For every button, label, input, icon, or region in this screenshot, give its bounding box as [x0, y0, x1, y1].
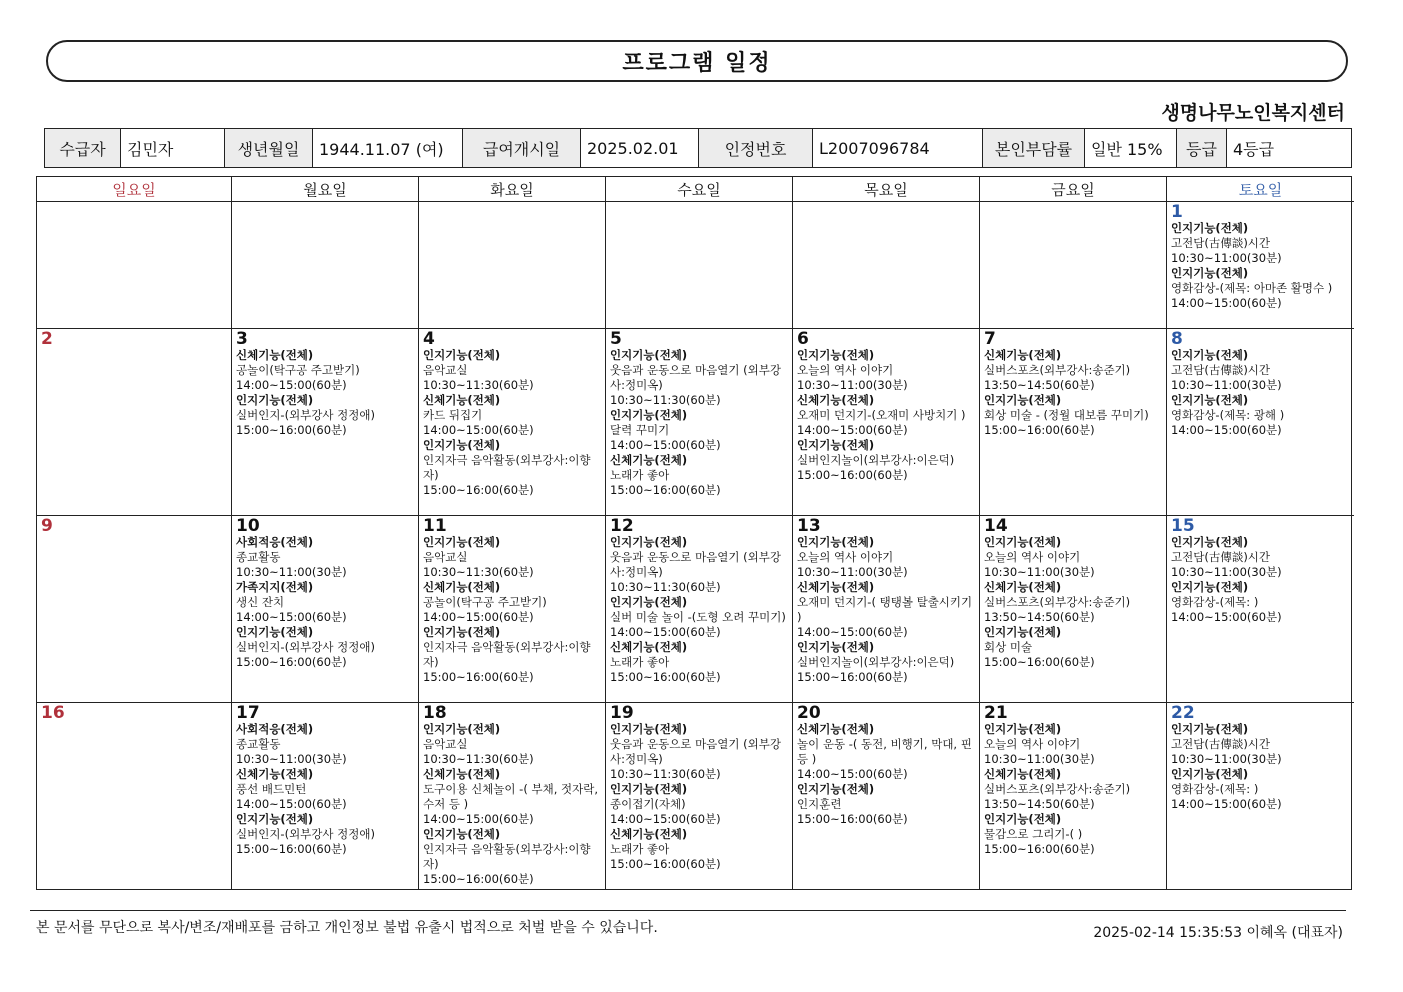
activity-entry: [797, 348, 975, 393]
activity-entry: [797, 393, 975, 438]
activity-program: 오늘의 역사 이야기: [797, 363, 894, 377]
activity-entry: [1171, 580, 1350, 625]
activity-entry: [610, 722, 788, 782]
calendar-day-cell: [419, 202, 606, 329]
activity-entry: [610, 453, 788, 498]
calendar-day-cell: [1167, 703, 1354, 889]
activity-program: 오재미 던지기-( 탱탱볼 탈출시키기 ): [797, 595, 973, 624]
activity-entry: [236, 767, 414, 812]
day-number: 10: [236, 516, 260, 536]
calendar-day-cell: [419, 703, 606, 889]
activity-program: 고전담(古傳談)시간: [1171, 236, 1271, 250]
activity-program: 웃음과 운동으로 마음열기 (외부강사:정미옥): [610, 363, 781, 392]
activity-time: 15:00~16:00(60분): [236, 842, 347, 856]
calendar-day-cell: [419, 329, 606, 516]
calendar-day-cell: [37, 202, 232, 329]
grade-value: 4등급: [1233, 139, 1275, 159]
activity-category: 사회적응(전체): [236, 722, 314, 736]
activity-category: 인지기능(전체): [610, 722, 688, 736]
activity-category: 인지기능(전체): [984, 812, 1062, 826]
footer-notice: 본 문서를 무단으로 복사/변조/재배포를 금하고 개인정보 불법 유출시 법적으로 처벌 받을 수 있습니다.: [36, 920, 658, 936]
activity-time: 14:00~15:00(60분): [423, 423, 534, 437]
activity-program: 실버스포츠(외부강사:송준기): [984, 363, 1131, 377]
activity-category: 인지기능(전체): [1171, 535, 1249, 549]
activity-entry: [236, 722, 414, 767]
copay-rate-value: 일반 15%: [1085, 129, 1177, 167]
activity-entry: [610, 348, 788, 408]
activity-program: 노래가 좋아: [610, 468, 670, 482]
calendar-day-cell: [606, 202, 793, 329]
weekday-header: 목요일: [793, 177, 980, 202]
calendar-day-cell: [793, 516, 980, 703]
calendar-day-cell: [232, 329, 419, 516]
day-number: 21: [984, 703, 1008, 723]
day-number: 14: [984, 516, 1008, 536]
day-number: 22: [1171, 703, 1195, 723]
activity-entry: [423, 580, 601, 625]
activity-program: 음악교실: [423, 363, 468, 377]
calendar-day-cell: [980, 516, 1167, 703]
activity-time: 10:30~11:30(60분): [610, 767, 721, 781]
start-date-label: 급여개시일: [463, 129, 581, 167]
activity-time: 15:00~16:00(60분): [984, 423, 1095, 437]
birthdate-value: 1944.11.07 (여): [313, 129, 463, 167]
activity-time: 15:00~16:00(60분): [984, 842, 1095, 856]
activity-program: 달력 꾸미기: [610, 423, 670, 437]
calendar-day-cell: [37, 329, 232, 516]
activity-program: 인지자극 음악활동(외부강사:이향자): [423, 640, 591, 669]
activity-time: 10:30~11:30(60분): [423, 378, 534, 392]
activity-program: 노래가 좋아: [610, 655, 670, 669]
activity-time: 14:00~15:00(60분): [236, 610, 347, 624]
activity-program: 고전담(古傳談)시간: [1171, 737, 1271, 751]
day-number: 4: [423, 329, 435, 349]
activity-category: 인지기능(전체): [236, 812, 314, 826]
recipient-info-table: [44, 128, 1352, 168]
activity-time: 10:30~11:00(30분): [236, 565, 347, 579]
footer-divider: [30, 910, 1346, 911]
activity-category: 인지기능(전체): [423, 625, 501, 639]
activity-program: 실버인지-(외부강사 정정애): [236, 827, 375, 841]
day-number: 5: [610, 329, 622, 349]
activity-entry: [1171, 348, 1350, 393]
center-name: 생명나무노인복지센터: [1161, 102, 1345, 124]
activity-time: 14:00~15:00(60분): [797, 767, 908, 781]
calendar-day-cell: [980, 703, 1167, 889]
activity-time: 15:00~16:00(60분): [423, 483, 534, 497]
activity-time: 14:00~15:00(60분): [1171, 797, 1282, 811]
recipient-label: 수급자: [45, 129, 121, 167]
activity-program: 영화감상-(제목: 아마존 활명수 ): [1171, 281, 1333, 295]
activity-time: 10:30~11:00(30분): [797, 378, 908, 392]
calendar-day-cell: [37, 516, 232, 703]
activity-entry: [984, 535, 1162, 580]
activity-time: 13:50~14:50(60분): [984, 797, 1095, 811]
day-number: 8: [1171, 329, 1183, 349]
activity-program: 종교활동: [236, 550, 281, 564]
activity-program: 영화감상-(제목: 광해 ): [1171, 408, 1285, 422]
activity-entry: [423, 348, 601, 393]
grade-label: 등급: [1177, 129, 1227, 167]
activity-time: 10:30~11:00(30분): [236, 752, 347, 766]
calendar-day-cell: [980, 202, 1167, 329]
activity-category: 인지기능(전체): [610, 782, 688, 796]
activity-category: 가족지지(전체): [236, 580, 314, 594]
activity-program: 놀이 운동 -( 동전, 비행기, 막대, 핀 등 ): [797, 737, 972, 766]
activity-entry: [236, 625, 414, 670]
activity-time: 15:00~16:00(60분): [236, 655, 347, 669]
activity-entry: [423, 625, 601, 685]
activity-category: 신체기능(전체): [610, 827, 688, 841]
activity-category: 신체기능(전체): [236, 767, 314, 781]
activity-category: 신체기능(전체): [797, 393, 875, 407]
activity-category: 인지기능(전체): [423, 827, 501, 841]
start-date-value: 2025.02.01: [581, 129, 699, 167]
weekday-header: 금요일: [980, 177, 1167, 202]
calendar-grid: [36, 176, 1352, 890]
activity-time: 10:30~11:00(30분): [797, 565, 908, 579]
activity-entry: [236, 580, 414, 625]
activity-entry: [423, 438, 601, 498]
activity-entry: [1171, 535, 1350, 580]
activity-time: 10:30~11:00(30분): [1171, 251, 1282, 265]
activity-entry: [610, 827, 788, 872]
activity-time: 14:00~15:00(60분): [797, 423, 908, 437]
activity-category: 인지기능(전체): [1171, 221, 1249, 235]
activity-program: 인지자극 음악활동(외부강사:이향자): [423, 453, 591, 482]
day-number: 11: [423, 516, 447, 536]
activity-entry: [236, 348, 414, 393]
activity-time: 15:00~16:00(60분): [236, 423, 347, 437]
activity-category: 신체기능(전체): [610, 640, 688, 654]
activity-program: 영화감상-(제목: ): [1171, 782, 1259, 796]
page-title: 프로그램 일정: [622, 50, 772, 76]
activity-category: 인지기능(전체): [236, 393, 314, 407]
activity-program: 오늘의 역사 이야기: [984, 550, 1081, 564]
day-number: 1: [1171, 202, 1183, 222]
activity-program: 회상 미술 - (정월 대보름 꾸미기): [984, 408, 1149, 422]
activity-entry: [610, 595, 788, 640]
activity-category: 신체기능(전체): [984, 580, 1062, 594]
copay-rate-label: 본인부담률: [983, 129, 1085, 167]
activity-program: 물감으로 그리기-( ): [984, 827, 1083, 841]
day-number: 19: [610, 703, 634, 723]
activity-program: 오늘의 역사 이야기: [984, 737, 1081, 751]
calendar-day-cell: [232, 202, 419, 329]
activity-time: 10:30~11:30(60분): [423, 565, 534, 579]
activity-time: 15:00~16:00(60분): [797, 468, 908, 482]
activity-entry: [797, 782, 975, 827]
activity-category: 인지기능(전체): [236, 625, 314, 639]
weekday-header: 일요일: [37, 177, 232, 202]
activity-category: 인지기능(전체): [797, 438, 875, 452]
activity-category: 인지기능(전체): [1171, 767, 1249, 781]
calendar-day-cell: [419, 516, 606, 703]
calendar-day-cell: [793, 202, 980, 329]
activity-category: 신체기능(전체): [984, 348, 1062, 362]
activity-entry: [984, 722, 1162, 767]
activity-program: 공놀이(탁구공 주고받기): [423, 595, 547, 609]
activity-category: 인지기능(전체): [423, 722, 501, 736]
activity-category: 신체기능(전체): [797, 722, 875, 736]
weekday-header: 토요일: [1167, 177, 1354, 202]
weekday-header: 화요일: [419, 177, 606, 202]
title-box: [46, 40, 1348, 82]
activity-time: 15:00~16:00(60분): [797, 670, 908, 684]
activity-entry: [797, 722, 975, 782]
activity-category: 인지기능(전체): [1171, 580, 1249, 594]
activity-time: 14:00~15:00(60분): [1171, 423, 1282, 437]
activity-entry: [797, 535, 975, 580]
activity-program: 회상 미술: [984, 640, 1033, 654]
activity-entry: [1171, 722, 1350, 767]
activity-time: 10:30~11:30(60분): [423, 752, 534, 766]
calendar-day-cell: [1167, 202, 1354, 329]
activity-category: 인지기능(전체): [1171, 393, 1249, 407]
activity-time: 10:30~11:00(30분): [1171, 752, 1282, 766]
calendar-day-cell: [793, 329, 980, 516]
activity-category: 신체기능(전체): [797, 580, 875, 594]
activity-program: 카드 뒤집기: [423, 408, 483, 422]
calendar-day-cell: [1167, 516, 1354, 703]
activity-program: 음악교실: [423, 737, 468, 751]
activity-time: 10:30~11:00(30분): [1171, 565, 1282, 579]
activity-program: 생신 잔치: [236, 595, 285, 609]
activity-program: 노래가 좋아: [610, 842, 670, 856]
activity-category: 인지기능(전체): [797, 535, 875, 549]
activity-category: 인지기능(전체): [797, 348, 875, 362]
activity-category: 인지기능(전체): [984, 722, 1062, 736]
day-number: 9: [41, 516, 53, 536]
activity-entry: [1171, 393, 1350, 438]
activity-entry: [984, 580, 1162, 625]
activity-program: 오재미 던지기-(오재미 사방치기 ): [797, 408, 966, 422]
activity-time: 14:00~15:00(60분): [1171, 610, 1282, 624]
activity-category: 인지기능(전체): [1171, 266, 1249, 280]
activity-time: 15:00~16:00(60분): [423, 670, 534, 684]
calendar-day-cell: [37, 703, 232, 889]
activity-program: 실버인지-(외부강사 정정애): [236, 408, 375, 422]
activity-time: 10:30~11:00(30분): [1171, 378, 1282, 392]
activity-category: 사회적응(전체): [236, 535, 314, 549]
calendar-day-cell: [606, 329, 793, 516]
calendar-day-cell: [606, 703, 793, 889]
activity-entry: [984, 393, 1162, 438]
activity-program: 실버스포츠(외부강사:송준기): [984, 782, 1131, 796]
activity-program: 인지훈련: [797, 797, 842, 811]
activity-category: 인지기능(전체): [610, 595, 688, 609]
activity-program: 고전담(古傳談)시간: [1171, 550, 1271, 564]
activity-category: 신체기능(전체): [236, 348, 314, 362]
activity-entry: [984, 767, 1162, 812]
activity-program: 종교활동: [236, 737, 281, 751]
activity-time: 15:00~16:00(60분): [797, 812, 908, 826]
activity-time: 14:00~15:00(60분): [610, 438, 721, 452]
activity-program: 웃음과 운동으로 마음열기 (외부강사:정미옥): [610, 737, 781, 766]
activity-program: 실버 미술 놀이 -(도형 오려 꾸미기): [610, 610, 786, 624]
activity-program: 공놀이(탁구공 주고받기): [236, 363, 360, 377]
activity-category: 인지기능(전체): [1171, 722, 1249, 736]
activity-time: 10:30~11:30(60분): [610, 393, 721, 407]
calendar-day-cell: [1167, 329, 1354, 516]
activity-program: 실버스포츠(외부강사:송준기): [984, 595, 1131, 609]
activity-category: 인지기능(전체): [423, 438, 501, 452]
activity-time: 14:00~15:00(60분): [423, 812, 534, 826]
activity-entry: [423, 393, 601, 438]
activity-program: 풍선 배드민턴: [236, 782, 307, 796]
day-number: 15: [1171, 516, 1195, 536]
day-number: 18: [423, 703, 447, 723]
calendar-day-cell: [232, 703, 419, 889]
footer-printed-info: 2025-02-14 15:35:53 이혜옥 (대표자): [1093, 925, 1343, 941]
weekday-header: 수요일: [606, 177, 793, 202]
activity-category: 인지기능(전체): [423, 535, 501, 549]
activity-time: 15:00~16:00(60분): [610, 670, 721, 684]
activity-time: 13:50~14:50(60분): [984, 610, 1095, 624]
activity-entry: [423, 535, 601, 580]
calendar-day-cell: [232, 516, 419, 703]
activity-entry: [610, 782, 788, 827]
activity-time: 14:00~15:00(60분): [797, 625, 908, 639]
activity-program: 실버인지놀이(외부강사:이은덕): [797, 453, 955, 467]
activity-entry: [610, 640, 788, 685]
activity-category: 신체기능(전체): [423, 580, 501, 594]
activity-entry: [984, 625, 1162, 670]
activity-time: 10:30~11:00(30분): [984, 752, 1095, 766]
activity-entry: [797, 580, 975, 640]
activity-entry: [1171, 221, 1350, 266]
activity-time: 14:00~15:00(60분): [236, 378, 347, 392]
day-number: 13: [797, 516, 821, 536]
cert-number-value: L2007096784: [813, 129, 983, 167]
activity-time: 15:00~16:00(60분): [423, 872, 534, 886]
activity-category: 신체기능(전체): [423, 767, 501, 781]
activity-entry: [797, 438, 975, 483]
activity-entry: [236, 812, 414, 857]
activity-entry: [1171, 266, 1350, 311]
activity-entry: [423, 767, 601, 827]
day-number: 17: [236, 703, 260, 723]
activity-time: 10:30~11:30(60분): [610, 580, 721, 594]
activity-category: 인지기능(전체): [797, 640, 875, 654]
activity-program: 인지자극 음악활동(외부강사:이향자): [423, 842, 591, 871]
activity-entry: [1171, 767, 1350, 812]
day-number: 6: [797, 329, 809, 349]
activity-entry: [236, 535, 414, 580]
calendar-day-cell: [980, 329, 1167, 516]
activity-entry: [610, 535, 788, 595]
day-number: 20: [797, 703, 821, 723]
activity-time: 14:00~15:00(60분): [610, 812, 721, 826]
activity-entry: [423, 827, 601, 887]
activity-category: 인지기능(전체): [610, 535, 688, 549]
activity-entry: [984, 812, 1162, 857]
day-number: 7: [984, 329, 996, 349]
activity-program: 도구이용 신체놀이 -( 부채, 젓자락, 수저 등 ): [423, 782, 598, 811]
day-number: 2: [41, 329, 53, 349]
birthdate-label: 생년월일: [225, 129, 313, 167]
activity-category: 인지기능(전체): [797, 782, 875, 796]
recipient-value: 김민자: [121, 129, 225, 167]
activity-category: 인지기능(전체): [984, 535, 1062, 549]
calendar-day-cell: [793, 703, 980, 889]
activity-category: 신체기능(전체): [610, 453, 688, 467]
activity-program: 웃음과 운동으로 마음열기 (외부강사:정미옥): [610, 550, 781, 579]
activity-category: 신체기능(전체): [984, 767, 1062, 781]
activity-program: 고전담(古傳談)시간: [1171, 363, 1271, 377]
activity-program: 실버인지놀이(외부강사:이은덕): [797, 655, 955, 669]
activity-category: 인지기능(전체): [984, 393, 1062, 407]
activity-time: 14:00~15:00(60분): [1171, 296, 1282, 310]
day-number: 16: [41, 703, 65, 723]
activity-program: 종이접기(자체): [610, 797, 686, 811]
activity-entry: [610, 408, 788, 453]
activity-program: 오늘의 역사 이야기: [797, 550, 894, 564]
activity-time: 15:00~16:00(60분): [610, 483, 721, 497]
activity-category: 인지기능(전체): [610, 348, 688, 362]
activity-time: 15:00~16:00(60분): [984, 655, 1095, 669]
activity-time: 14:00~15:00(60분): [610, 625, 721, 639]
activity-time: 15:00~16:00(60분): [610, 857, 721, 871]
activity-program: 실버인지-(외부강사 정정애): [236, 640, 375, 654]
day-number: 12: [610, 516, 634, 536]
activity-category: 인지기능(전체): [610, 408, 688, 422]
activity-entry: [797, 640, 975, 685]
weekday-header: 월요일: [232, 177, 419, 202]
cert-number-label: 인정번호: [699, 129, 813, 167]
activity-time: 14:00~15:00(60분): [423, 610, 534, 624]
activity-category: 신체기능(전체): [423, 393, 501, 407]
activity-entry: [984, 348, 1162, 393]
calendar-day-cell: [606, 516, 793, 703]
activity-time: 14:00~15:00(60분): [236, 797, 347, 811]
activity-category: 인지기능(전체): [1171, 348, 1249, 362]
activity-program: 음악교실: [423, 550, 468, 564]
activity-entry: [423, 722, 601, 767]
activity-time: 10:30~11:00(30분): [984, 565, 1095, 579]
activity-program: 영화감상-(제목: ): [1171, 595, 1259, 609]
activity-category: 인지기능(전체): [984, 625, 1062, 639]
activity-entry: [236, 393, 414, 438]
activity-category: 인지기능(전체): [423, 348, 501, 362]
day-number: 3: [236, 329, 248, 349]
activity-time: 13:50~14:50(60분): [984, 378, 1095, 392]
